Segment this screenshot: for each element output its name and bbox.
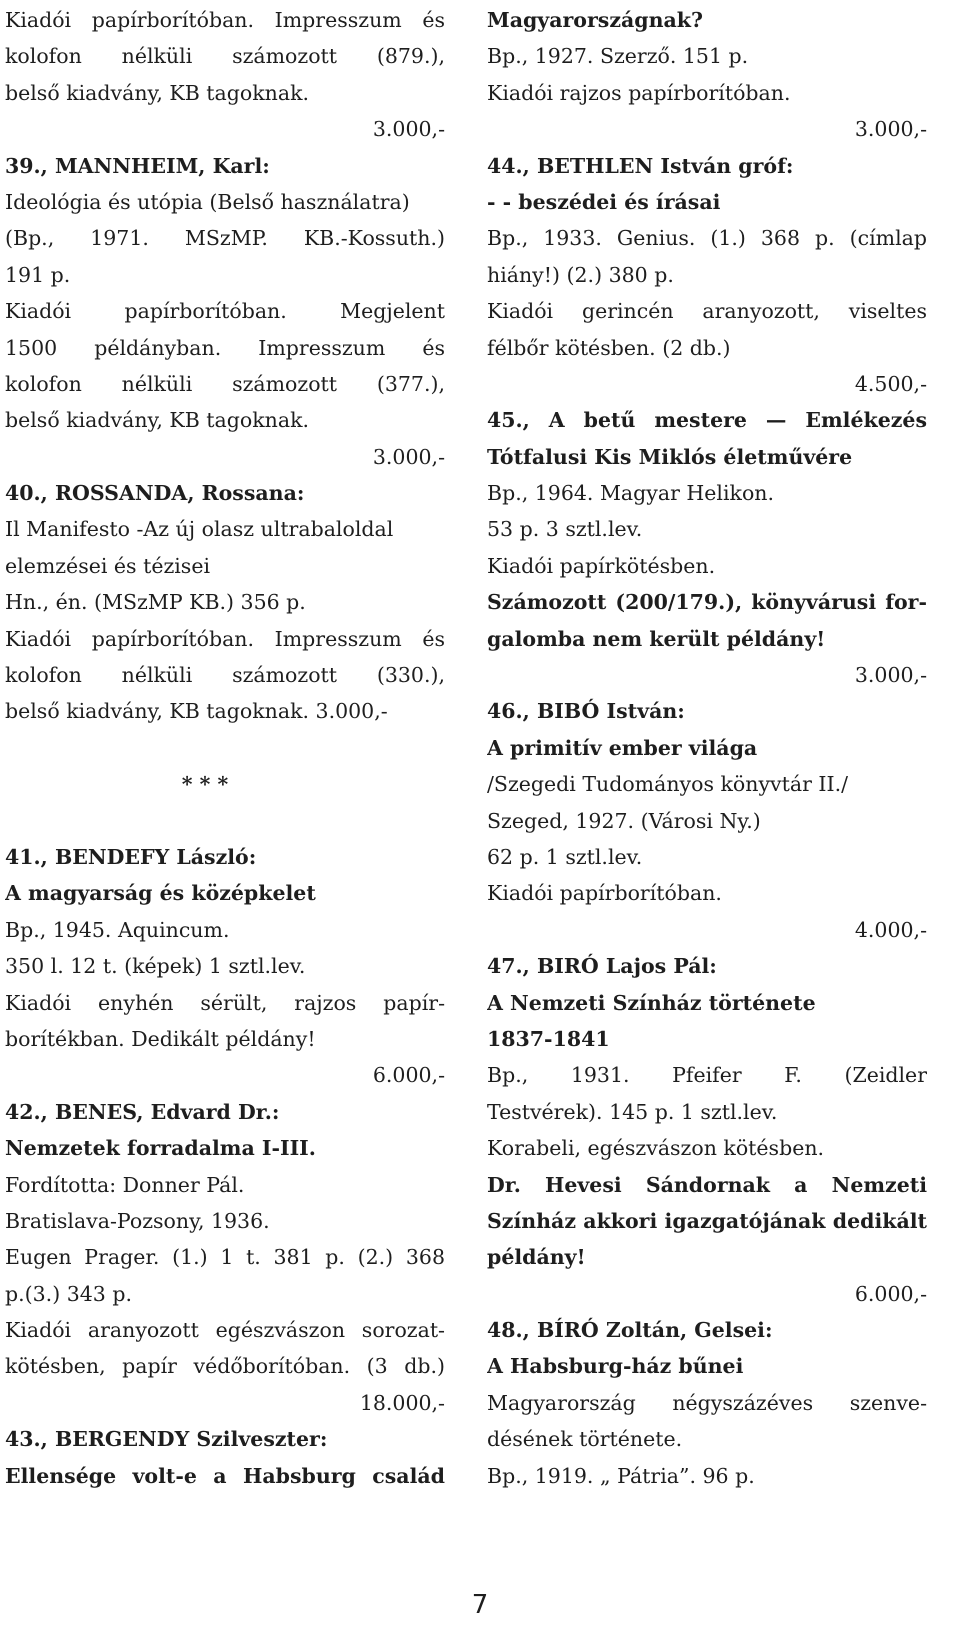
entry-45-price: 3.000,- (854, 663, 927, 688)
entry-44-price: 4.500,- (854, 371, 927, 396)
entry-45-line: Kiadói papírkötésben. (487, 553, 716, 578)
entry-39-price: 3.000,- (372, 444, 445, 469)
entry-38-price: 3.000,- (372, 117, 445, 142)
entry-45-line: Számozott (200/179.), könyvárusi for- (487, 590, 927, 615)
entry-48-heading: 48., BÍRÓ Zoltán, Gelsei: (487, 1318, 773, 1343)
entry-40-line: belső kiadvány, KB tagoknak. 3.000,- (5, 699, 388, 724)
entry-40-title: Il Manifesto -Az új olasz ultrabaloldal (5, 517, 394, 542)
entry-41-heading: 41., BENDEFY László: (5, 844, 257, 869)
entry-44-title: - - beszédei és írásai (487, 189, 721, 214)
entry-43-title-cont: Magyarországnak? (487, 8, 703, 32)
entry-38-line: kolofon nélküli számozott (879.), (5, 44, 445, 69)
entry-46-line: Szeged, 1927. (Városi Ny.) (487, 808, 761, 833)
entry-47-line: példány! (487, 1245, 586, 1270)
entry-47-title: A Nemzeti Színház története (487, 990, 816, 1015)
entry-42-line: kötésben, papír védőborítóban. (3 db.) (5, 1354, 445, 1379)
entry-46-line: 62 p. 1 sztl.lev. (487, 844, 643, 869)
entry-47-line: Korabeli, egészvászon kötésben. (487, 1136, 825, 1161)
entry-46-line: Kiadói papírborítóban. (487, 881, 722, 906)
entry-38-line: Kiadói papírborítóban. Impresszum és (5, 8, 445, 32)
entry-44-line: hiány!) (2.) 380 p. (487, 262, 674, 287)
entry-42-line: Bratislava-Pozsony, 1936. (5, 1208, 270, 1233)
entry-46-line: /Szegedi Tudományos könyvtár II./ (487, 772, 849, 797)
entry-44-line: félbőr kötésben. (2 db.) (487, 335, 731, 360)
entry-44-line: Kiadói gerincén aranyozott, viseltes (487, 299, 927, 324)
entry-46-heading: 46., BIBÓ István: (487, 699, 685, 724)
entry-41-line: Kiadói enyhén sérült, rajzos papír- (5, 990, 445, 1015)
entry-47-heading: 47., BIRÓ Lajos Pál: (487, 954, 717, 979)
entry-47-price: 6.000,- (854, 1281, 927, 1306)
entry-48-line: désének története. (487, 1427, 683, 1452)
entry-39-line: belső kiadvány, KB tagoknak. (5, 408, 310, 433)
entry-42-line: Kiadói aranyozott egészvászon sorozat- (5, 1318, 445, 1343)
entry-43-line: Bp., 1927. Szerző. 151 p. (487, 44, 749, 69)
entry-45-heading: 45., A betű mestere — Emlékezés (487, 408, 927, 433)
entry-39-line: Ideológia és utópia (Belső használatra) (5, 189, 410, 214)
entry-39-line: (Bp., 1971. MSzMP. KB.-Kossuth.) (5, 226, 445, 251)
entry-45-line: 53 p. 3 sztl.lev. (487, 517, 643, 542)
entry-48-line: Magyarország négyszázéves szenve- (487, 1390, 927, 1415)
right-column (487, 2, 927, 1494)
entry-45-title: Tótfalusi Kis Miklós életművére (487, 444, 853, 469)
entry-43-heading: 43., BERGENDY Szilveszter: (5, 1427, 328, 1452)
entry-42-line: Eugen Prager. (1.) 1 t. 381 p. (2.) 368 (5, 1245, 445, 1270)
entry-42-line: Fordította: Donner Pál. (5, 1172, 245, 1197)
entry-47-line: Dr. Hevesi Sándornak a Nemzeti (487, 1172, 927, 1197)
entry-43-line: Kiadói rajzos papírborítóban. (487, 80, 791, 105)
entry-46-title: A primitív ember világa (487, 735, 758, 760)
entry-42-line: p.(3.) 343 p. (5, 1281, 132, 1306)
entry-45-line: galomba nem került példány! (487, 626, 826, 651)
entry-47-title: 1837-1841 (487, 1026, 610, 1051)
entry-42-title: Nemzetek forradalma I-III. (5, 1136, 316, 1161)
entry-39-heading: 39., MANNHEIM, Karl: (5, 153, 270, 178)
entry-39-line: Kiadói papírborítóban. Megjelent (5, 299, 445, 324)
entry-47-line: Bp., 1931. Pfeifer F. (Zeidler (487, 1063, 927, 1088)
entry-39-line: 1500 példányban. Impresszum és (5, 335, 445, 360)
entry-42-price: 18.000,- (359, 1390, 445, 1415)
entry-46-price: 4.000,- (854, 917, 927, 942)
entry-48-line: Bp., 1919. „ Pátria”. 96 p. (487, 1463, 755, 1488)
entry-41-price: 6.000,- (372, 1063, 445, 1088)
section-separator: * * * (181, 772, 229, 797)
page-number: 7 (471, 1590, 489, 1620)
entry-42-heading: 42., BENES, Edvard Dr.: (5, 1099, 280, 1124)
entry-43-price: 3.000,- (854, 117, 927, 142)
entry-47-line: Színház akkori igazgatójának dedikált (487, 1208, 927, 1233)
entry-41-line: 350 l. 12 t. (képek) 1 sztl.lev. (5, 954, 306, 979)
entry-39-line: kolofon nélküli számozott (377.), (5, 371, 445, 396)
entry-48-title: A Habsburg-ház bűnei (487, 1354, 744, 1379)
entry-41-line: borítékban. Dedikált példány! (5, 1026, 316, 1051)
entry-39-line: 191 p. (5, 262, 71, 287)
entry-43-title: Ellensége volt-e a Habsburg család (5, 1463, 445, 1488)
entry-40-line: kolofon nélküli számozott (330.), (5, 663, 445, 688)
entry-40-line: Hn., én. (MSzMP KB.) 356 p. (5, 590, 306, 615)
entry-41-title: A magyarság és középkelet (5, 881, 316, 906)
entry-45-line: Bp., 1964. Magyar Helikon. (487, 481, 774, 506)
left-column (5, 2, 445, 1494)
entry-40-line: elemzései és tézisei (5, 553, 211, 578)
entry-40-heading: 40., ROSSANDA, Rossana: (5, 481, 305, 506)
entry-40-line: Kiadói papírborítóban. Impresszum és (5, 626, 445, 651)
entry-44-heading: 44., BETHLEN István gróf: (487, 153, 794, 178)
entry-47-line: Testvérek). 145 p. 1 sztl.lev. (487, 1099, 778, 1124)
entry-44-line: Bp., 1933. Genius. (1.) 368 p. (címlap (487, 226, 927, 251)
entry-38-line: belső kiadvány, KB tagoknak. (5, 80, 310, 105)
entry-41-line: Bp., 1945. Aquincum. (5, 917, 230, 942)
